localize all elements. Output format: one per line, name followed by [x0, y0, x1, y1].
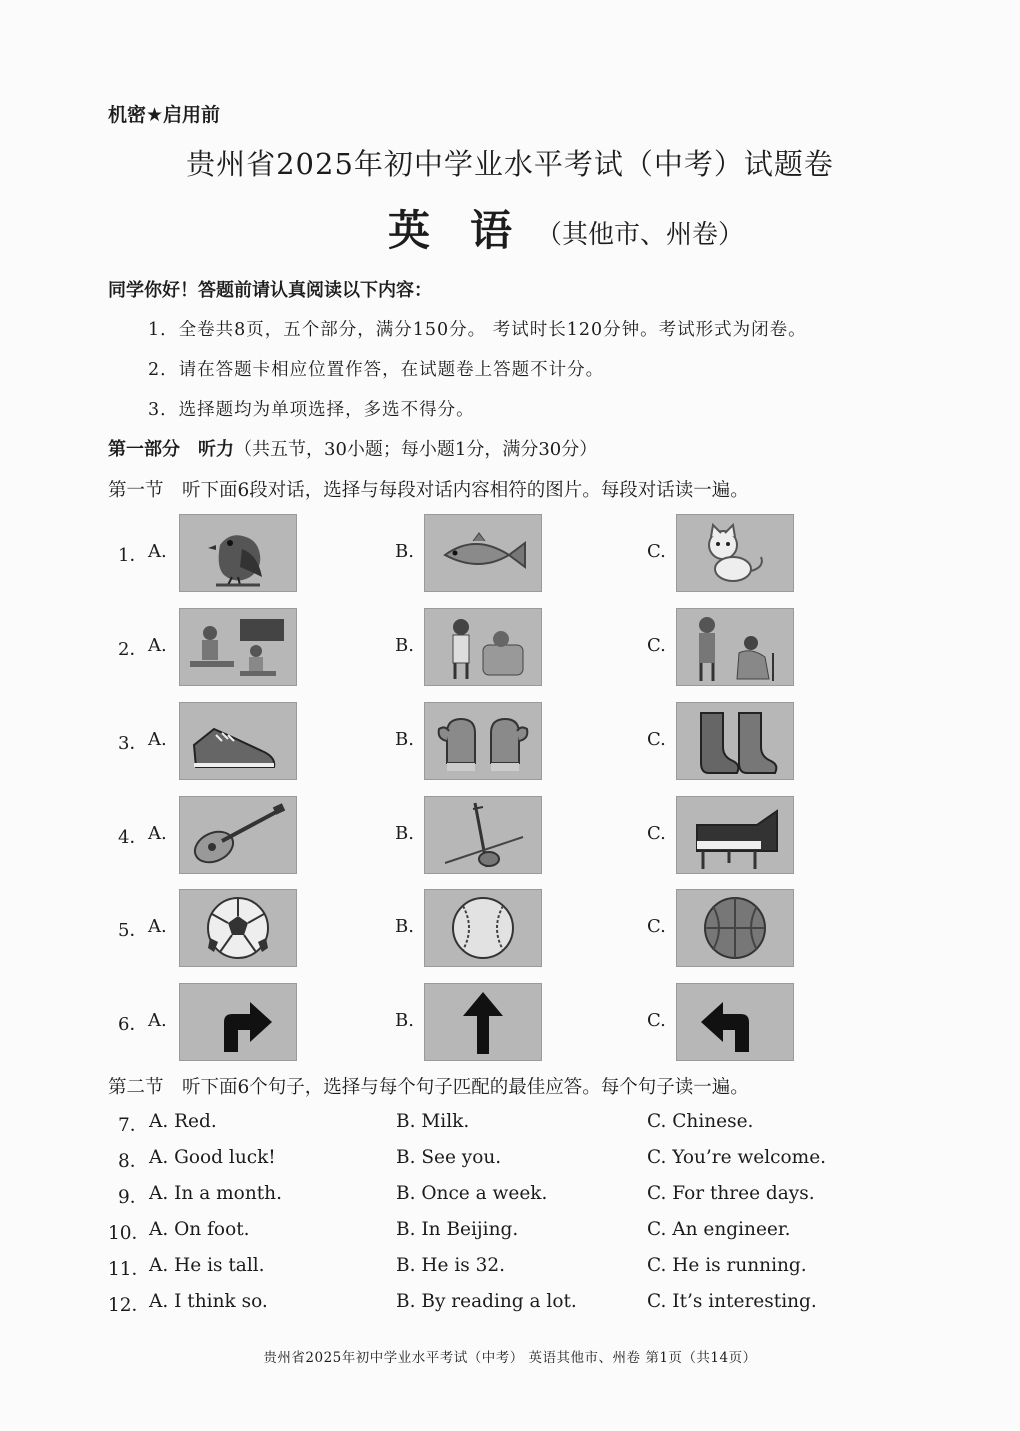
- answer-option[interactable]: C. You’re welcome.: [647, 1147, 827, 1168]
- option-letter: C.: [647, 729, 666, 750]
- subject-title: [388, 198, 512, 258]
- answer-option[interactable]: B. Milk.: [396, 1111, 470, 1132]
- answer-option[interactable]: A. In a month.: [149, 1183, 282, 1204]
- option-letter: C.: [647, 916, 666, 937]
- cat-icon[interactable]: [676, 514, 794, 592]
- subject-char-2: 语: [470, 206, 513, 255]
- classroom-icon[interactable]: [179, 608, 297, 686]
- fish-icon[interactable]: [424, 514, 542, 592]
- answer-option[interactable]: A. Red.: [149, 1111, 217, 1132]
- instruction-item: 2．请在答题卡相应位置作答，在试题卷上答题不计分。: [148, 360, 605, 380]
- basketball-icon[interactable]: [676, 889, 794, 967]
- exam-subtitle: （其他市、州卷）: [536, 220, 745, 250]
- option-letter: B.: [395, 823, 414, 844]
- option-letter: C.: [647, 541, 666, 562]
- option-letter: C.: [647, 1010, 666, 1031]
- helping-elderly-icon[interactable]: [676, 608, 794, 686]
- option-letter: A.: [148, 635, 167, 656]
- question-number: 7．: [118, 1115, 149, 1136]
- option-letter: B.: [395, 541, 414, 562]
- answer-option[interactable]: C. For three days.: [647, 1183, 815, 1204]
- piano-icon[interactable]: [676, 796, 794, 874]
- option-letter: C.: [647, 635, 666, 656]
- sneaker-icon[interactable]: [179, 702, 297, 780]
- answer-option[interactable]: B. By reading a lot.: [396, 1291, 577, 1312]
- doctor-visit-icon[interactable]: [424, 608, 542, 686]
- straight-arrow-icon[interactable]: [424, 983, 542, 1061]
- part1-title: 第一部分 听力: [108, 439, 234, 460]
- guitar-icon[interactable]: [179, 796, 297, 874]
- answer-option[interactable]: A. I think so.: [149, 1291, 268, 1312]
- part1-detail: （共五节，30小题；每小题1分，满分30分）: [234, 439, 598, 460]
- answer-option[interactable]: B. In Beijing.: [396, 1219, 519, 1240]
- exam-title: 贵州省2025年初中学业水平考试（中考）试题卷: [186, 147, 834, 181]
- option-letter: A.: [148, 541, 167, 562]
- baseball-icon[interactable]: [424, 889, 542, 967]
- socks-icon[interactable]: [676, 702, 794, 780]
- answer-option[interactable]: B. See you.: [396, 1147, 502, 1168]
- option-letter: A.: [148, 823, 167, 844]
- option-letter: B.: [395, 916, 414, 937]
- answer-option[interactable]: A. On foot.: [149, 1219, 250, 1240]
- section1-heading: 第一节 听下面6段对话，选择与每段对话内容相符的图片。每段对话读一遍。: [108, 480, 749, 501]
- answer-option[interactable]: B. He is 32.: [396, 1255, 506, 1276]
- question-number: 2．: [118, 639, 148, 660]
- part1-heading: [108, 435, 597, 461]
- soccer-ball-icon[interactable]: [179, 889, 297, 967]
- option-letter: B.: [395, 1010, 414, 1031]
- answer-option[interactable]: A. Good luck!: [149, 1147, 276, 1168]
- instruction-item: 3．选择题均为单项选择，多选不得分。: [148, 400, 475, 420]
- question-number: 4．: [118, 827, 148, 848]
- question-number: 9．: [118, 1187, 149, 1208]
- turn-right-arrow-icon[interactable]: [179, 983, 297, 1061]
- instructions-greeting: 同学你好！答题前请认真阅读以下内容：: [108, 280, 432, 301]
- answer-option[interactable]: C. It’s interesting.: [647, 1291, 817, 1312]
- question-number: 12．: [108, 1295, 151, 1316]
- answer-option[interactable]: B. Once a week.: [396, 1183, 548, 1204]
- answer-option[interactable]: A. He is tall.: [149, 1255, 265, 1276]
- question-number: 3．: [118, 733, 148, 754]
- erhu-icon[interactable]: [424, 796, 542, 874]
- option-letter: B.: [395, 729, 414, 750]
- question-number: 1．: [118, 545, 148, 566]
- page-footer: 贵州省2025年初中学业水平考试（中考） 英语其他市、州卷 第1页（共14页）: [263, 1350, 757, 1366]
- question-number: 10．: [108, 1223, 151, 1244]
- answer-option[interactable]: C. He is running.: [647, 1255, 807, 1276]
- bird-icon[interactable]: [179, 514, 297, 592]
- question-number: 8．: [118, 1151, 149, 1172]
- turn-left-arrow-icon[interactable]: [676, 983, 794, 1061]
- option-letter: A.: [148, 916, 167, 937]
- answer-option[interactable]: C. Chinese.: [647, 1111, 754, 1132]
- section2-heading: 第二节 听下面6个句子，选择与每个句子匹配的最佳应答。每个句子读一遍。: [108, 1077, 749, 1098]
- instruction-item: 1．全卷共8页，五个部分，满分150分。 考试时长120分钟。考试形式为闭卷。: [148, 320, 807, 340]
- question-number: 11．: [108, 1259, 151, 1280]
- option-letter: C.: [647, 823, 666, 844]
- answer-option[interactable]: C. An engineer.: [647, 1219, 791, 1240]
- option-letter: A.: [148, 1010, 167, 1031]
- confidential-label: 机密★启用前: [108, 104, 221, 126]
- question-number: 5．: [118, 920, 148, 941]
- subject-char-1: 英: [388, 206, 431, 255]
- option-letter: B.: [395, 635, 414, 656]
- question-number: 6．: [118, 1014, 148, 1035]
- option-letter: A.: [148, 729, 167, 750]
- mittens-icon[interactable]: [424, 702, 542, 780]
